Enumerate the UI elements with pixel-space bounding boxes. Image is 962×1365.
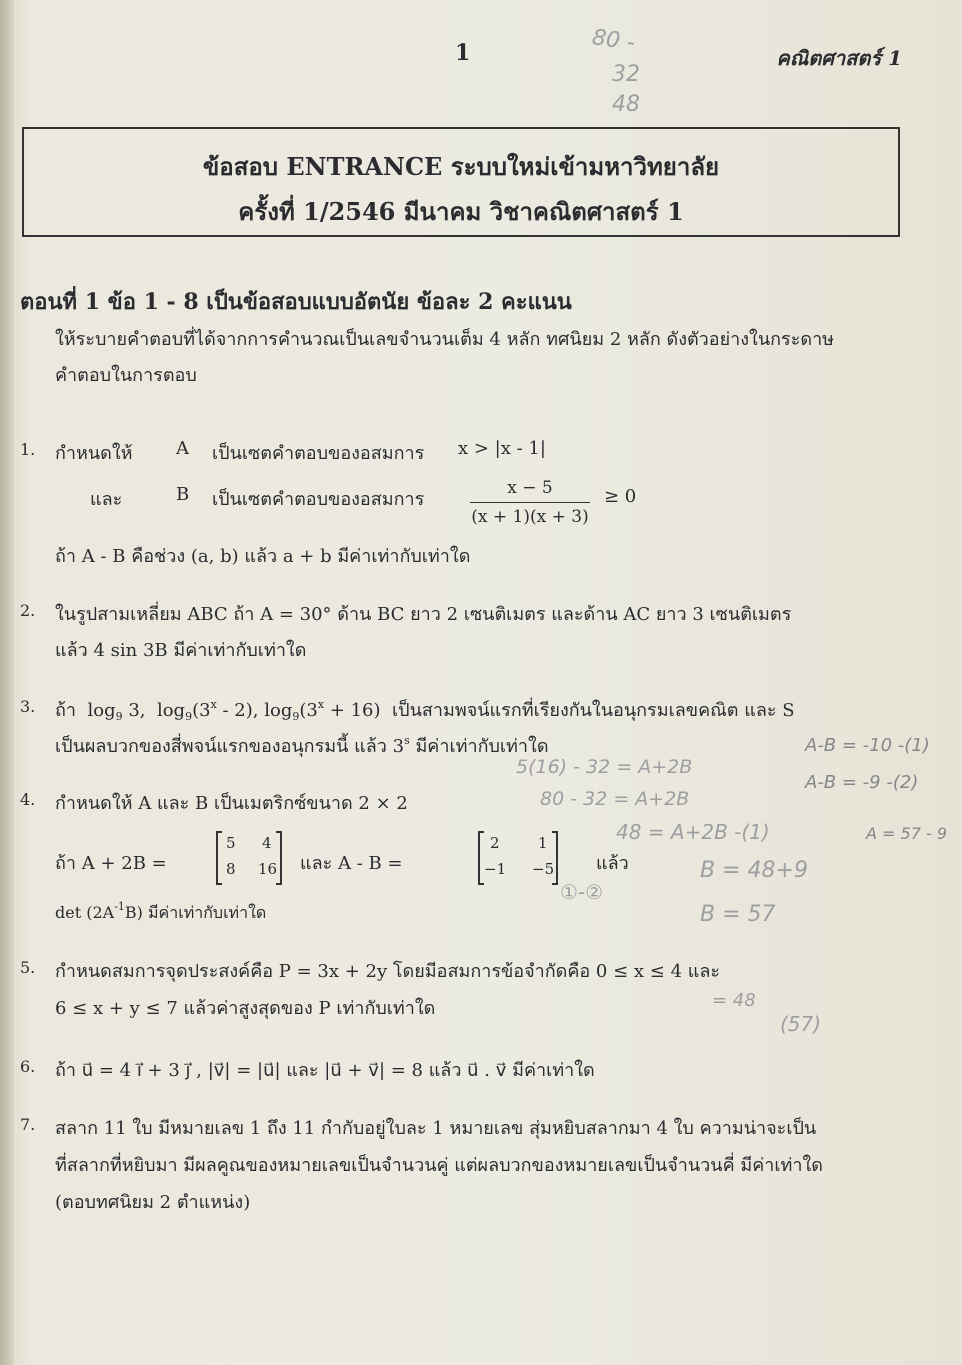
q1-set-a: A	[176, 438, 189, 459]
q3-line-2-b: มีค่าเท่ากับเท่าใด	[409, 736, 549, 757]
matrix-1-cell: 4	[262, 834, 272, 852]
handwritten-note: 48 = A+2B -(1)	[616, 820, 770, 844]
fraction-bar	[470, 502, 590, 503]
question-4-number: 4.	[20, 790, 36, 809]
q5-line-2: 6 ≤ x + y ≤ 7 แล้วค่าสูงสุดของ P เท่ากับเท่าใด	[55, 998, 436, 1019]
q4-and-a-minus-b: และ A - B =	[300, 853, 403, 874]
q1-set-b-desc: เป็นเซตคำตอบของอสมการ	[212, 489, 425, 510]
title-box	[22, 127, 900, 237]
handwritten-note: ①-②	[560, 880, 604, 904]
q3-rest: เป็นสามพจน์แรกที่เรียงกันในอนุกรมเลขคณิต และ S	[391, 700, 795, 721]
book-spine	[0, 0, 14, 1365]
q1-set-a-desc: เป็นเซตคำตอบของอสมการ	[212, 443, 425, 464]
q4-if-a-plus-2b: ถ้า A + 2B =	[55, 853, 167, 874]
q1-question: ถ้า A - B คือช่วง (a, b) แล้ว a + b มีค่าเท่ากับเท่าใด	[55, 546, 471, 567]
page-number: 1	[455, 40, 471, 66]
question-2-number: 2.	[20, 601, 36, 620]
instruction-line-2: คำตอบในการตอบ	[55, 365, 197, 386]
q7-line-3: (ตอบทศนิยม 2 ตำแหน่ง)	[55, 1192, 251, 1213]
handwritten-note: 32	[612, 62, 640, 87]
matrix-1-cell: 8	[226, 860, 236, 878]
matrix-2-cell: −1	[484, 860, 507, 878]
q2-line-2: แล้ว 4 sin 3B มีค่าเท่ากับเท่าใด	[55, 640, 307, 661]
q7-line-1: สลาก 11 ใบ มีหมายเลข 1 ถึง 11 กำกับอยู่ใบละ 1 หมายเลข สุ่มหยิบสลากมา 4 ใบ ความน่าจะเป็น	[55, 1118, 817, 1139]
handwritten-note: 5(16) - 32 = A+2B	[516, 756, 693, 778]
q6-line-1: ถ้า u⃗ = 4 i⃗ + 3 j⃗ , |v⃗| = |u⃗| และ |u⃗ + v⃗| = 8 แล้ว u⃗ . v⃗ มีค่าเท่าใด	[55, 1060, 595, 1081]
q5-line-1: กำหนดสมการจุดประสงค์คือ P = 3x + 2y โดยมีอสมการข้อจำกัดคือ 0 ≤ x ≤ 4 และ	[55, 961, 721, 982]
q4-det-rest: B) มีค่าเท่ากับเท่าใด	[124, 903, 267, 922]
matrix-2-cell: 2	[490, 834, 500, 852]
handwritten-note: B = 57	[700, 902, 776, 927]
question-1-number: 1.	[20, 440, 36, 459]
q1-fraction-numerator: x − 5	[507, 478, 553, 498]
running-head: คณิตศาสตร์ 1	[776, 46, 902, 70]
q1-inequality-a: x > |x - 1|	[458, 438, 546, 459]
q1-fraction-denominator: (x + 1)(x + 3)	[471, 507, 589, 527]
handwritten-note: = 48	[712, 990, 756, 1011]
q4-det: det (2A	[55, 903, 115, 922]
matrix-2-cell: 1	[538, 834, 548, 852]
matrix-a-plus-2b	[216, 832, 282, 884]
q3-term-3-open: (3	[299, 700, 318, 721]
q4-inverse-exp: -1	[114, 900, 125, 913]
q3-if: ถ้า	[55, 700, 77, 721]
q1-ineq-sign: ≥ 0	[604, 486, 637, 507]
q1-fraction	[470, 478, 590, 527]
q4-line-1: กำหนดให้ A และ B เป็นเมตริกซ์ขนาด 2 × 2	[55, 793, 408, 814]
q3-exp-2: x	[210, 698, 217, 711]
q3-log-2: log	[156, 700, 186, 721]
title-line-2: ครั้งที่ 1/2546 มีนาคม วิชาคณิตศาสตร์ 1	[238, 197, 684, 226]
matrix-1-cell: 16	[258, 860, 278, 878]
handwritten-note: B = 48+9	[700, 858, 808, 883]
q3-term-3-close: + 16)	[324, 700, 381, 721]
q3-line-1	[55, 695, 795, 724]
q3-base-2: 9	[185, 710, 193, 723]
q2-line-1: ในรูปสามเหลี่ยม ABC ถ้า A = 30° ด้าน BC ยาว 2 เซนติเมตร และด้าน AC ยาว 3 เซนติเมตร	[55, 604, 792, 625]
q3-term-2-open: (3	[192, 700, 211, 721]
handwritten-note: A-B = -9 -(2)	[805, 772, 919, 793]
title-line-1: ข้อสอบ ENTRANCE ระบบใหม่เข้ามหาวิทยาลัย	[202, 152, 720, 181]
handwritten-note: A-B = -10 -(1)	[805, 735, 930, 756]
q1-and: และ	[90, 489, 123, 510]
handwritten-note: 80 - 32 = A+2B	[540, 788, 690, 810]
q1-set-b: B	[176, 484, 190, 505]
q3-line-2-a: เป็นผลบวกของสี่พจน์แรกของอนุกรมนี้ แล้ว 3	[55, 736, 405, 757]
matrix-2-cell: −5	[532, 860, 555, 878]
question-5-number: 5.	[20, 958, 36, 977]
matrix-1-cell: 5	[226, 834, 236, 852]
q1-given: กำหนดให้	[55, 443, 133, 464]
section-heading: ตอนที่ 1 ข้อ 1 - 8 เป็นข้อสอบแบบอัตนัย ข้อละ 2 คะแนน	[20, 289, 572, 315]
q3-term-2-close: - 2),	[216, 700, 259, 721]
q3-term-1: 3,	[122, 700, 146, 721]
handwritten-note: A = 57 - 9	[866, 824, 948, 843]
q3-exp-3: x	[317, 698, 325, 711]
handwritten-note: 80 -	[590, 25, 637, 56]
question-7-number: 7.	[20, 1115, 36, 1134]
q3-line-2	[55, 731, 549, 760]
q3-log-3: log	[264, 700, 293, 721]
q3-base-3: 9	[292, 710, 300, 723]
matrix-a-minus-b	[478, 832, 558, 884]
q4-then: แล้ว	[596, 853, 629, 874]
handwritten-note: (57)	[780, 1012, 822, 1036]
q3-exp-s: s	[404, 734, 410, 747]
handwritten-note: 48	[612, 92, 640, 117]
q3-base-1: 9	[115, 710, 123, 723]
question-6-number: 6.	[20, 1057, 36, 1076]
question-3-number: 3.	[20, 697, 36, 716]
q4-line-3	[55, 900, 266, 926]
q3-log-1: log	[87, 700, 116, 721]
q7-line-2: ที่สลากที่หยิบมา มีผลคูณของหมายเลขเป็นจำนวนคู่ แต่ผลบวกของหมายเลขเป็นจำนวนคี่ มีค่าเท่าใด	[55, 1155, 823, 1176]
instruction-line-1: ให้ระบายคำตอบที่ได้จากการคำนวณเป็นเลขจำนวนเต็ม 4 หลัก ทศนิยม 2 หลัก ดังตัวอย่างในกระดาษ	[55, 329, 835, 350]
